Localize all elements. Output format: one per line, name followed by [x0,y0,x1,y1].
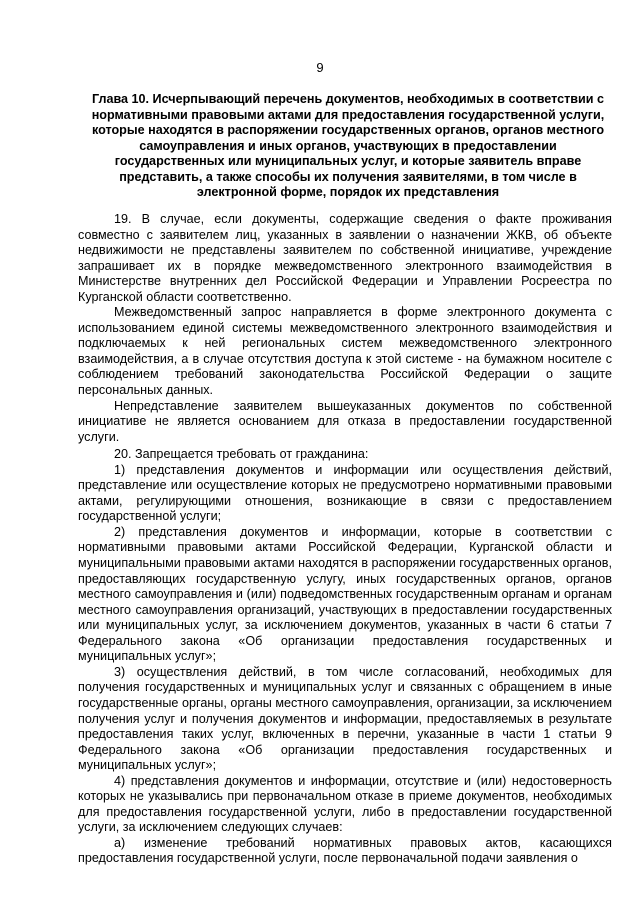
document-body [78,212,612,867]
list-item-1: 1) представления документов и информации или осуществления действий, представление или осуществление которых не предусмотрено нормативными правовыми актами, регулирующими отношения, возникающие в связи с предоставлением государственной услуги; [78,462,612,524]
list-item-3: 3) осуществления действий, в том числе согласований, необходимых для получения государственных и муниципальных услуг и связанных с обращением в иные государственные органы, органы местного самоуправления, организации, за исключением получения услуг и получения документов и информации, предоставляемых в результате предоставления таких услуг, включенных в перечни, указанные в части 1 статьи 9 Федерального закона «Об организации предоставления государственных и муниципальных услуг»; [78,664,612,773]
sub-item-a: а) изменение требований нормативных правовых актов, касающихся предоставления государственной услуги, после первоначальной подачи заявления о [78,835,612,866]
page-number: 9 [316,60,324,75]
paragraph-20: 20. Запрещается требовать от гражданина: [114,447,369,462]
paragraph-interagency-request: Межведомственный запрос направляется в форме электронного документа с использованием единой системы межведомственного электронного взаимодействия и подключаемых к ней региональных систем межведомственного электронного взаимодействия, а в случае отсутствия доступа к этой системе - на бумажном носителе с соблюдением требований законодательства Российской Федерации о защите персональных данных. [78,305,612,398]
chapter-title: Глава 10. Исчерпывающий перечень документов, необходимых в соответствии с нормативными правовыми актами для предоставления государственной услуги, которые находятся в распоряжении государственных органов, органов местного самоуправления и иных органов, участвующих в предоставлении государственных или муниципальных услуг, и которые заявитель вправе представить, а также способы их получения заявителями, в том числе в электронной форме, порядок их представления [91,92,605,199]
list-item-2: 2) представления документов и информации, которые в соответствии с нормативными правовыми актами Российской Федерации, Курганской области и муниципальными правовыми актами находятся в распоряжении государственных органов, предоставляющих государственную услугу, иных государственных органов, органов местного самоуправления и (или) подведомственных государственным органам и органам местного самоуправления организаций, участвующих в предоставлении государственных или муниципальных услуг, за исключением документов, указанных в части 6 статьи 7 Федерального закона «Об организации предоставления государственных и муниципальных услуг»; [78,524,612,664]
paragraph-non-submission: Непредставление заявителем вышеуказанных документов по собственной инициативе не является основанием для отказа в предоставлении государственной услуги. [78,398,612,444]
paragraph-19: 19. В случае, если документы, содержащие сведения о факте проживания совместно с заявителем лиц, указанных в заявлении о назначении ЖКВ, об объекте недвижимости не представлены заявителем по собственной инициативе, учреждение запрашивает их в порядке межведомственного электронного взаимодействия в Министерстве внутренних дел Российской Федерации и Управлении Росреестра по Курганской области соответственно. [78,212,612,304]
list-item-4: 4) представления документов и информации, отсутствие и (или) недостоверность которых не указывались при первоначальном отказе в приеме документов, необходимых для предоставления государственной услуги, либо в предоставлении государственной услуги, за исключением следующих случаев: [78,773,612,835]
